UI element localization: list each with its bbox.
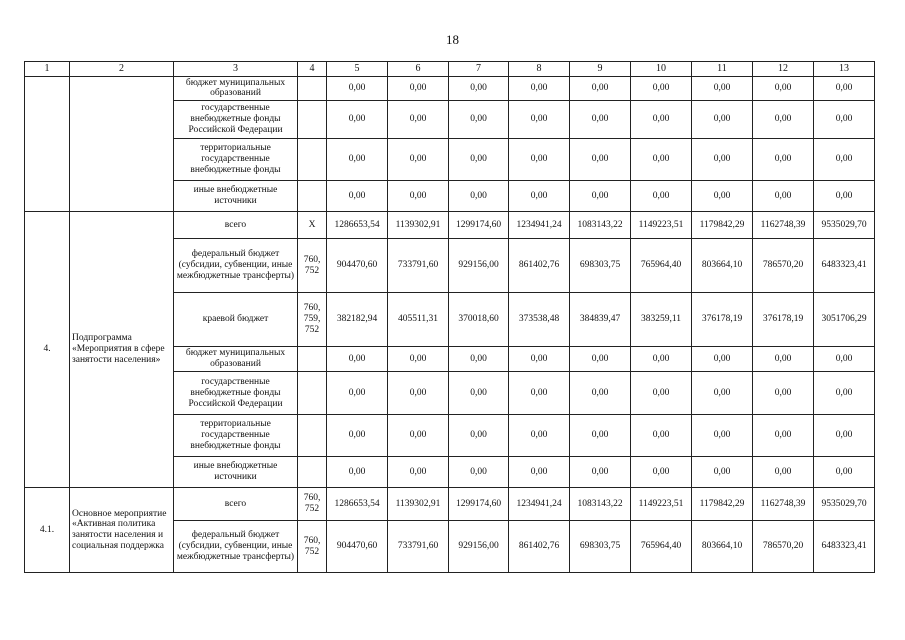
- amount-cell: 0,00: [327, 181, 388, 212]
- funding-source: федеральный бюджет (субсидии, субвенции, иные межбюджетные трансферты): [174, 521, 298, 573]
- amount-cell: 929156,00: [449, 521, 509, 573]
- item-number: 4.1.: [25, 488, 70, 573]
- budget-code: [298, 457, 327, 488]
- amount-cell: 1179842,29: [692, 212, 753, 239]
- funding-source: иные внебюджетные источники: [174, 181, 298, 212]
- amount-cell: 0,00: [692, 415, 753, 457]
- amount-cell: 0,00: [509, 76, 570, 101]
- amount-cell: 0,00: [753, 347, 814, 372]
- amount-cell: 0,00: [509, 181, 570, 212]
- funding-source: бюджет муниципальных образований: [174, 347, 298, 372]
- amount-cell: 383259,11: [631, 293, 692, 347]
- amount-cell: 1299174,60: [449, 488, 509, 521]
- amount-cell: 0,00: [509, 372, 570, 415]
- amount-cell: 0,00: [570, 139, 631, 181]
- amount-cell: 0,00: [570, 415, 631, 457]
- program-name: [70, 76, 174, 212]
- amount-cell: 0,00: [692, 181, 753, 212]
- amount-cell: 733791,60: [388, 521, 449, 573]
- amount-cell: 0,00: [814, 76, 875, 101]
- column-header: 1: [25, 62, 70, 77]
- table-body: [25, 76, 875, 573]
- program-name: Подпрограмма «Мероприятия в сфере занятости населения»: [70, 212, 174, 488]
- amount-cell: 0,00: [753, 101, 814, 139]
- budget-code: [298, 101, 327, 139]
- amount-cell: 6483323,41: [814, 239, 875, 293]
- amount-cell: 0,00: [327, 372, 388, 415]
- amount-cell: 1162748,39: [753, 488, 814, 521]
- page-number: 18: [446, 32, 459, 47]
- amount-cell: 0,00: [692, 372, 753, 415]
- amount-cell: 904470,60: [327, 521, 388, 573]
- column-header: 12: [753, 62, 814, 77]
- budget-code: 760, 752: [298, 239, 327, 293]
- amount-cell: 786570,20: [753, 239, 814, 293]
- amount-cell: 1149223,51: [631, 212, 692, 239]
- funding-source: государственные внебюджетные фонды Российской Федерации: [174, 372, 298, 415]
- amount-cell: 376178,19: [753, 293, 814, 347]
- amount-cell: 1083143,22: [570, 212, 631, 239]
- amount-cell: 0,00: [631, 415, 692, 457]
- amount-cell: 373538,48: [509, 293, 570, 347]
- column-header: 11: [692, 62, 753, 77]
- amount-cell: 0,00: [570, 76, 631, 101]
- budget-code: [298, 415, 327, 457]
- amount-cell: 0,00: [692, 347, 753, 372]
- amount-cell: 0,00: [814, 457, 875, 488]
- amount-cell: 382182,94: [327, 293, 388, 347]
- column-header: 5: [327, 62, 388, 77]
- amount-cell: 0,00: [509, 347, 570, 372]
- item-number: [25, 76, 70, 212]
- amount-cell: 803664,10: [692, 521, 753, 573]
- funding-source: всего: [174, 212, 298, 239]
- amount-cell: 733791,60: [388, 239, 449, 293]
- table-row: [25, 488, 875, 521]
- funding-source: территориальные государственные внебюджетные фонды: [174, 415, 298, 457]
- column-header: 9: [570, 62, 631, 77]
- column-header: 2: [70, 62, 174, 77]
- amount-cell: 0,00: [692, 76, 753, 101]
- amount-cell: 1234941,24: [509, 212, 570, 239]
- amount-cell: 929156,00: [449, 239, 509, 293]
- column-header: 6: [388, 62, 449, 77]
- amount-cell: 0,00: [388, 181, 449, 212]
- amount-cell: 0,00: [388, 76, 449, 101]
- amount-cell: 0,00: [327, 101, 388, 139]
- funding-source: иные внебюджетные источники: [174, 457, 298, 488]
- amount-cell: 0,00: [814, 415, 875, 457]
- budget-code: 760, 752: [298, 488, 327, 521]
- amount-cell: 0,00: [753, 415, 814, 457]
- amount-cell: 786570,20: [753, 521, 814, 573]
- amount-cell: 765964,40: [631, 239, 692, 293]
- amount-cell: 0,00: [327, 457, 388, 488]
- amount-cell: 0,00: [449, 372, 509, 415]
- amount-cell: 1139302,91: [388, 488, 449, 521]
- amount-cell: 9535029,70: [814, 212, 875, 239]
- column-header: 4: [298, 62, 327, 77]
- funding-source: краевой бюджет: [174, 293, 298, 347]
- amount-cell: 0,00: [692, 139, 753, 181]
- amount-cell: 0,00: [327, 76, 388, 101]
- column-header: 8: [509, 62, 570, 77]
- amount-cell: 0,00: [388, 415, 449, 457]
- amount-cell: 0,00: [631, 347, 692, 372]
- amount-cell: 0,00: [692, 457, 753, 488]
- amount-cell: 0,00: [753, 76, 814, 101]
- budget-code: [298, 76, 327, 101]
- amount-cell: 0,00: [631, 76, 692, 101]
- amount-cell: 0,00: [753, 372, 814, 415]
- amount-cell: 0,00: [631, 457, 692, 488]
- amount-cell: 1083143,22: [570, 488, 631, 521]
- budget-code: [298, 139, 327, 181]
- amount-cell: 861402,76: [509, 521, 570, 573]
- amount-cell: 0,00: [449, 457, 509, 488]
- funding-source: территориальные государственные внебюджетные фонды: [174, 139, 298, 181]
- amount-cell: 405511,31: [388, 293, 449, 347]
- amount-cell: 0,00: [814, 139, 875, 181]
- amount-cell: 0,00: [570, 347, 631, 372]
- amount-cell: 0,00: [449, 181, 509, 212]
- amount-cell: 0,00: [327, 139, 388, 181]
- amount-cell: 0,00: [449, 347, 509, 372]
- amount-cell: 0,00: [449, 415, 509, 457]
- item-number: 4.: [25, 212, 70, 488]
- budget-code: X: [298, 212, 327, 239]
- amount-cell: 1139302,91: [388, 212, 449, 239]
- amount-cell: 0,00: [509, 415, 570, 457]
- amount-cell: 0,00: [388, 139, 449, 181]
- amount-cell: 0,00: [631, 101, 692, 139]
- amount-cell: 0,00: [388, 347, 449, 372]
- amount-cell: 1286653,54: [327, 212, 388, 239]
- funding-source: государственные внебюджетные фонды Российской Федерации: [174, 101, 298, 139]
- table-row: [25, 212, 875, 239]
- amount-cell: 0,00: [509, 457, 570, 488]
- amount-cell: 1149223,51: [631, 488, 692, 521]
- funding-source: всего: [174, 488, 298, 521]
- amount-cell: 0,00: [570, 372, 631, 415]
- amount-cell: 0,00: [753, 457, 814, 488]
- amount-cell: 0,00: [570, 181, 631, 212]
- amount-cell: 0,00: [388, 457, 449, 488]
- amount-cell: 370018,60: [449, 293, 509, 347]
- funding-source: федеральный бюджет (субсидии, субвенции, иные межбюджетные трансферты): [174, 239, 298, 293]
- amount-cell: 3051706,29: [814, 293, 875, 347]
- amount-cell: 0,00: [631, 139, 692, 181]
- budget-code: 760, 759, 752: [298, 293, 327, 347]
- budget-code: [298, 372, 327, 415]
- amount-cell: 1286653,54: [327, 488, 388, 521]
- amount-cell: 1162748,39: [753, 212, 814, 239]
- amount-cell: 0,00: [814, 101, 875, 139]
- amount-cell: 803664,10: [692, 239, 753, 293]
- funding-source: бюджет муниципальных образований: [174, 76, 298, 101]
- column-header: 13: [814, 62, 875, 77]
- budget-code: [298, 181, 327, 212]
- amount-cell: 1179842,29: [692, 488, 753, 521]
- amount-cell: 698303,75: [570, 521, 631, 573]
- amount-cell: 0,00: [753, 139, 814, 181]
- amount-cell: 0,00: [631, 181, 692, 212]
- column-header: 10: [631, 62, 692, 77]
- amount-cell: 0,00: [753, 181, 814, 212]
- column-header: 7: [449, 62, 509, 77]
- budget-code: 760, 752: [298, 521, 327, 573]
- amount-cell: 0,00: [449, 76, 509, 101]
- amount-cell: 0,00: [692, 101, 753, 139]
- amount-cell: 904470,60: [327, 239, 388, 293]
- amount-cell: 0,00: [814, 181, 875, 212]
- amount-cell: 698303,75: [570, 239, 631, 293]
- amount-cell: 376178,19: [692, 293, 753, 347]
- amount-cell: 1234941,24: [509, 488, 570, 521]
- budget-table: [24, 61, 875, 573]
- amount-cell: 0,00: [509, 139, 570, 181]
- program-name: Основное мероприятие «Активная политика занятости населения и социальная поддержка: [70, 488, 174, 573]
- amount-cell: 0,00: [388, 101, 449, 139]
- table-row: [25, 76, 875, 101]
- amount-cell: 9535029,70: [814, 488, 875, 521]
- amount-cell: 0,00: [509, 101, 570, 139]
- amount-cell: 0,00: [570, 101, 631, 139]
- budget-code: [298, 347, 327, 372]
- amount-cell: 861402,76: [509, 239, 570, 293]
- amount-cell: 0,00: [327, 415, 388, 457]
- amount-cell: 765964,40: [631, 521, 692, 573]
- amount-cell: 0,00: [631, 372, 692, 415]
- amount-cell: 0,00: [449, 139, 509, 181]
- amount-cell: 6483323,41: [814, 521, 875, 573]
- amount-cell: 0,00: [814, 347, 875, 372]
- header-row: [25, 62, 875, 77]
- amount-cell: 1299174,60: [449, 212, 509, 239]
- amount-cell: 384839,47: [570, 293, 631, 347]
- amount-cell: 0,00: [814, 372, 875, 415]
- column-header: 3: [174, 62, 298, 77]
- amount-cell: 0,00: [570, 457, 631, 488]
- amount-cell: 0,00: [449, 101, 509, 139]
- amount-cell: 0,00: [388, 372, 449, 415]
- amount-cell: 0,00: [327, 347, 388, 372]
